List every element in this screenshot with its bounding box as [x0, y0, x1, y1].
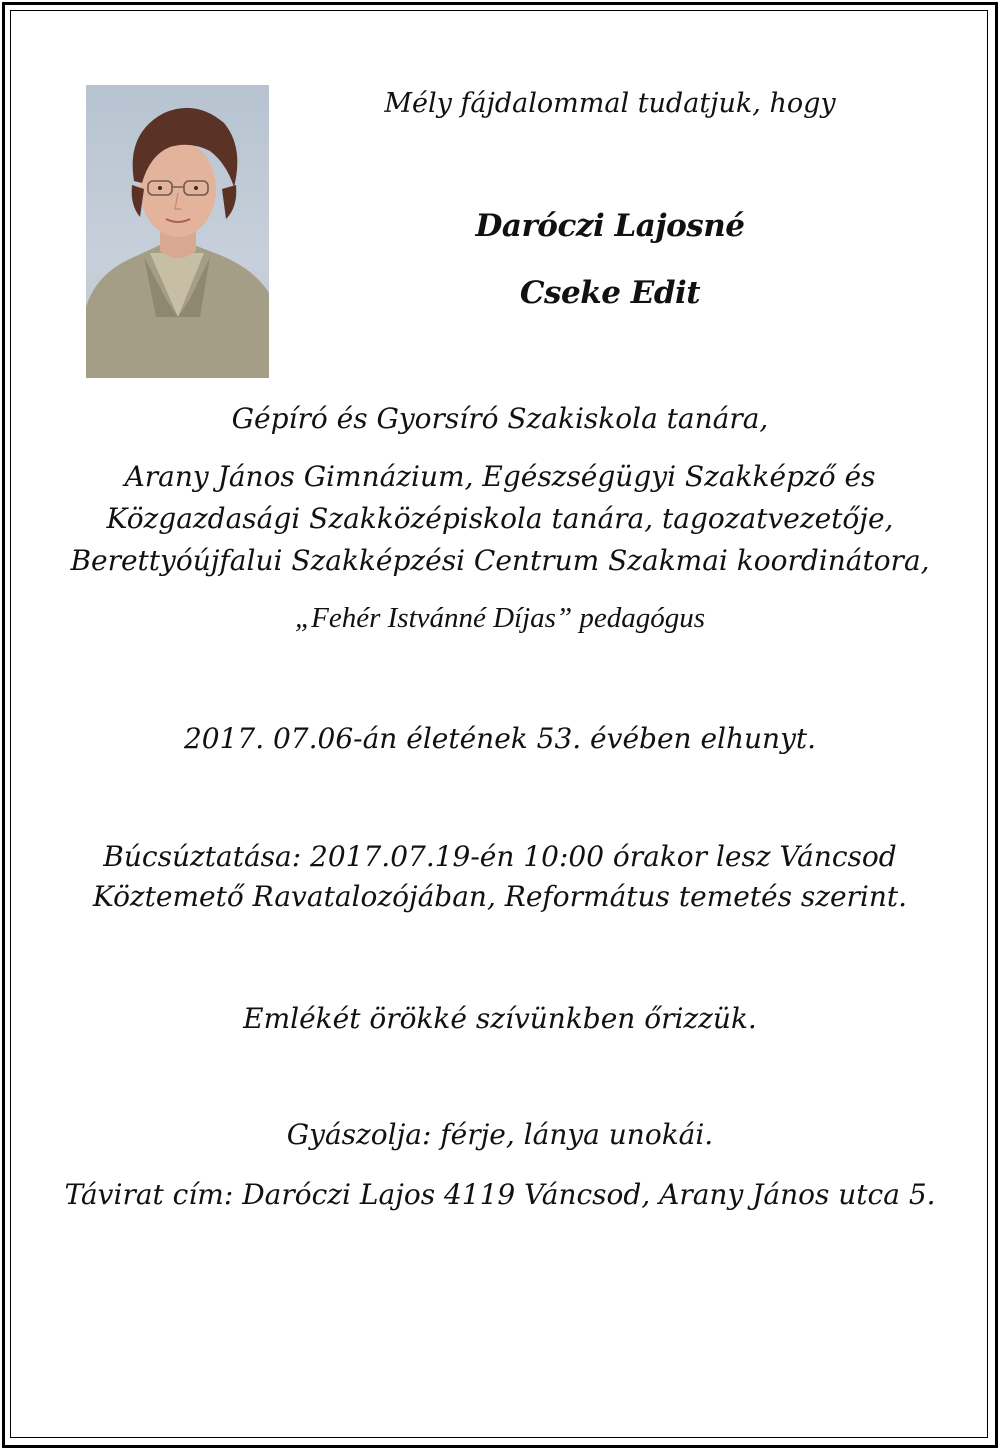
memory-line: Emlékét örökké szívünkben őrizzük. — [243, 1002, 757, 1035]
role-line: Közgazdasági Szakközépiskola tanára, tagozatvezetője, — [106, 502, 894, 535]
death-date-line: 2017. 07.06-án életének 53. évében elhunyt. — [183, 722, 817, 755]
role-line: Arany János Gimnázium, Egészségügyi Szakképző és — [124, 460, 876, 493]
opening-line: Mély fájdalommal tudatjuk, hogy — [384, 88, 836, 119]
role-line: Berettyóújfalui Szakképzési Centrum Szakmai koordinátora, — [70, 544, 930, 577]
funeral-line: Búcsúztatása: 2017.07.19-én 10:00 órakor lesz Váncsod — [103, 840, 897, 873]
telegram-address-line: Távirat cím: Daróczi Lajos 4119 Váncsod, Arany János utca 5. — [64, 1178, 936, 1211]
deceased-birth-name: Cseke Edit — [519, 275, 701, 311]
mourners-line: Gyászolja: férje, lánya unokái. — [286, 1118, 714, 1151]
funeral-line: Köztemető Ravatalozójában, Református temetés szerint. — [92, 880, 908, 913]
deceased-married-name: Daróczi Lajosné — [475, 208, 745, 244]
award-line: „Fehér Istvánné Díjas” pedagógus — [295, 602, 705, 634]
role-line: Gépíró és Gyorsíró Szakiskola tanára, — [231, 402, 769, 435]
